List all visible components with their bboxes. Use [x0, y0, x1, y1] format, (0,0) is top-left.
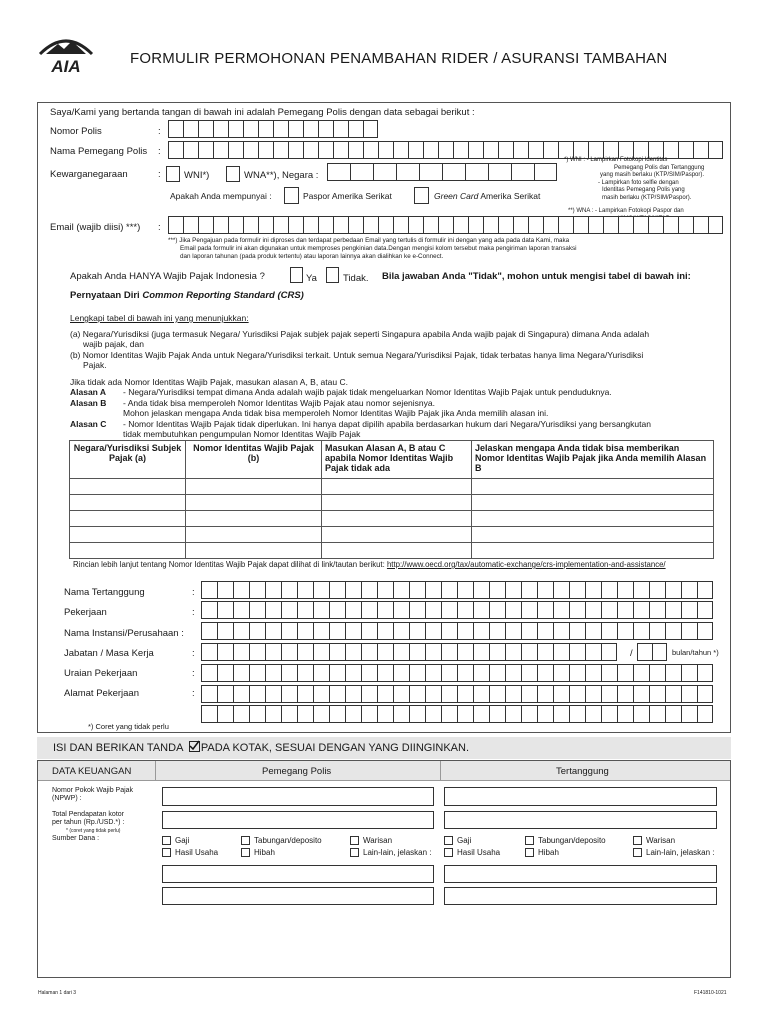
wni-label: WNI*): [184, 170, 210, 181]
uraian-input[interactable]: [201, 664, 719, 682]
negara-input[interactable]: [327, 163, 557, 181]
instansi-input[interactable]: [201, 622, 719, 640]
ya-label: Ya: [306, 273, 317, 284]
nama-tertanggung-input[interactable]: [201, 581, 719, 599]
apakah-label: Apakah Anda mempunyai :: [170, 191, 272, 201]
logo-text: AIA: [51, 57, 81, 76]
tax-question: Apakah Anda HANYA Wajib Pajak Indonesia ?: [70, 271, 265, 282]
pekerjaan-input[interactable]: [201, 601, 719, 619]
coret-finance: * (coret yang tidak perlu): [66, 828, 121, 834]
jabatan-label: Jabatan / Masa Kerja: [64, 648, 154, 659]
option-gaji[interactable]: Gaji: [162, 834, 189, 847]
crs-header-nomor: Nomor Identitas Wajib Pajak (b): [186, 441, 322, 479]
nama-pemegang-label: Nama Pemegang Polis: [50, 146, 148, 157]
side-notes: *) WNI : - Lampirkan Fotokopi Identitas Pemegang Polis dan Tertanggung yang masih berlaku (KTP/SIM/Paspor). - Lampirkan foto selfie dengan Identitas Pemegang Polis yang masih berlaku (KTP/SIM/Paspor).: [564, 157, 705, 201]
wna-checkbox[interactable]: [226, 166, 240, 182]
option-lain-lain[interactable]: Lain-lain, jelaskan :: [350, 846, 431, 859]
jabatan-input[interactable]: [201, 643, 617, 661]
rincian-text: Rincian lebih lanjut tentang Nomor Identitas Wajib Pajak dapat dilihat di link/tautan berikut: http://www.oecd.org/tax/automatic-exchange/crs-implementation-and-assistance/: [73, 560, 666, 569]
oecd-link[interactable]: http://www.oecd.org/tax/automatic-exchange/crs-implementation-and-assistance/: [386, 560, 666, 569]
lain-pemegang-input-2[interactable]: [162, 887, 434, 905]
npwp-tertanggung-input[interactable]: [444, 787, 717, 806]
npwp-label: Nomor Pokok Wajib Pajak (NPWP) :: [52, 787, 134, 802]
lain-pemegang-input-1[interactable]: [162, 865, 434, 883]
table-row[interactable]: [70, 511, 714, 527]
bulan-tahun-label: bulan/tahun *): [672, 648, 719, 657]
nomor-polis-label: Nomor Polis: [50, 126, 102, 137]
pendapatan-pemegang-input[interactable]: [162, 811, 434, 829]
option-lain-lain[interactable]: Lain-lain, jelaskan :: [633, 846, 714, 859]
green-card-checkbox[interactable]: [414, 187, 429, 204]
finance-header: DATA KEUANGAN: [52, 766, 132, 777]
alamat-input-2[interactable]: [201, 705, 719, 723]
coret-note: *) Coret yang tidak perlu: [88, 722, 169, 731]
email-note: ***) Jika Pengajuan pada formulir ini diproses dan terdapat perbedaan Email yang tertulis di formulir ini dengan yang ada pada data Kami, maka Email pada formulir ini akan digunakan untuk memproses pengkinian data.Dengan mengisi kolom tersebut maka pengiriman laporan transaksi dan laporan tahunan (pada produk tertentu) atau laporan lainnya akan dialihkan ke e-Connect.: [168, 237, 577, 260]
aia-logo: [34, 34, 98, 76]
nama-tertanggung-label: Nama Tertanggung: [64, 587, 145, 598]
table-row[interactable]: [70, 495, 714, 511]
colon: :: [158, 146, 161, 157]
nomor-polis-input[interactable]: [168, 120, 378, 138]
colon: :: [192, 648, 195, 659]
slash: /: [630, 648, 633, 659]
finance-header-bar: [38, 761, 730, 781]
tidak-label: Tidak.: [343, 273, 369, 284]
side-notes-wna: **) WNA : - Lampirkan Fotokopi Paspor dan: [568, 208, 684, 214]
lain-tertanggung-input-2[interactable]: [444, 887, 717, 905]
table-row[interactable]: [70, 479, 714, 495]
instansi-label: Nama Instansi/Perusahaan :: [64, 628, 184, 639]
colon: :: [158, 126, 161, 137]
pekerjaan-label: Pekerjaan: [64, 607, 107, 618]
table-row[interactable]: [70, 527, 714, 543]
colon: :: [192, 688, 195, 699]
alamat-input-1[interactable]: [201, 685, 719, 703]
lain-tertanggung-input-1[interactable]: [444, 865, 717, 883]
instruction-banner: ISI DAN BERIKAN TANDA PADA KOTAK, SESUAI DENGAN YANG DIINGINKAN.: [37, 737, 731, 759]
page-number: Halaman 1 dari 3: [38, 990, 77, 996]
paspor-label: Paspor Amerika Serikat: [303, 191, 392, 201]
crs-instructions: Lengkapi tabel di bawah ini yang menunjukkan: (a) Negara/Yurisdiksi (juga termasuk Negara/ Yurisdiksi Pajak subjek pajak seperti Singapura apabila Anda wajib pajak di Singapura) dimana Anda adalah wajib pajak, dan (b) Nomor Identitas Wajib Pajak Anda untuk Negara/Yurisdiksi terkait. Untuk semua Negara/Yurisdiksi Pajak, tidak terbatas hanya lima Negara/Yurisdiksi Pajak. Jika tidak ada Nomor Identitas Wajib Pajak, masukan alasan A, B, atau C. Alasan A - Negara/Yurisdiksi tempat dimana Anda adalah wajib pajak tidak mengeluarkan Nomor Identitas Wajib Pajak untuk penduduknya. Alasan B - Anda tidak bisa memperoleh Nomor Identitas Wajib Pajak atau nomor sejenisnya. Mohon jelaskan mengapa Anda tidak bisa memperoleh Nomor Identitas Wajib Pajak jika Anda memilih alasan ini. Alasan C - Nomor Identitas Wajib Pajak tidak diperlukan. Ini hanya dapat dipilih apabila berdasarkan hukum dari Negara/Yurisdiksi yang bersangkutan tidak membutuhkan pengumpulan Nomor Identitas Wajib Pajak: [70, 313, 651, 439]
option-hasil-usaha[interactable]: Hasil Usaha: [162, 846, 218, 859]
table-row[interactable]: [70, 543, 714, 559]
kewarganegaraan-label: Kewarganegaraan: [50, 169, 128, 180]
alamat-label: Alamat Pekerjaan: [64, 688, 139, 699]
crs-header-negara: Negara/Yurisdiksi Subjek Pajak (a): [70, 441, 186, 479]
crs-header-alasan: Masukan Alasan A, B atau C apabila Nomor Identitas Wajib Pajak tidak ada: [322, 441, 472, 479]
option-hibah[interactable]: Hibah: [525, 846, 559, 859]
option-warisan[interactable]: Warisan: [350, 834, 392, 847]
green-card-label: Green Card Amerika Serikat: [434, 191, 541, 201]
ya-checkbox[interactable]: [290, 267, 303, 283]
npwp-pemegang-input[interactable]: [162, 787, 434, 806]
sumber-label: Sumber Dana :: [52, 835, 100, 842]
intro-text: Saya/Kami yang bertanda tangan di bawah ini adalah Pemegang Polis dengan data sebagai berikut :: [50, 107, 475, 118]
crs-title: Pernyataan Diri Common Reporting Standard (CRS): [70, 290, 304, 301]
tidak-checkbox[interactable]: [326, 267, 339, 283]
col-pemegang: Pemegang Polis: [262, 766, 332, 777]
option-tabungan[interactable]: Tabungan/deposito: [241, 834, 322, 847]
col-tertanggung: Tertanggung: [556, 766, 609, 777]
form-code: F141810-1021: [694, 990, 727, 996]
page-title: FORMULIR PERMOHONAN PENAMBAHAN RIDER / ASURANSI TAMBAHAN: [130, 50, 668, 67]
colon: :: [192, 607, 195, 618]
option-hibah[interactable]: Hibah: [241, 846, 275, 859]
tax-instruction: Bila jawaban Anda "Tidak", mohon untuk mengisi tabel di bawah ini:: [382, 271, 691, 282]
email-input[interactable]: [168, 216, 723, 234]
colon: :: [192, 587, 195, 598]
option-tabungan[interactable]: Tabungan/deposito: [525, 834, 606, 847]
masa-kerja-input[interactable]: [637, 643, 667, 661]
option-gaji[interactable]: Gaji: [444, 834, 471, 847]
wna-label: WNA**), Negara :: [244, 170, 319, 181]
checkmark-icon: [189, 741, 200, 752]
finance-col-divider-1: [155, 761, 156, 781]
colon: :: [192, 668, 195, 679]
email-label: Email (wajib diisi) ***): [50, 222, 141, 233]
uraian-label: Uraian Pekerjaan: [64, 668, 138, 679]
crs-table: [69, 440, 714, 559]
pendapatan-tertanggung-input[interactable]: [444, 811, 717, 829]
finance-col-divider-2: [440, 761, 441, 781]
option-warisan[interactable]: Warisan: [633, 834, 675, 847]
option-hasil-usaha[interactable]: Hasil Usaha: [444, 846, 500, 859]
wni-checkbox[interactable]: [166, 166, 180, 182]
crs-header-jelaskan: Jelaskan mengapa Anda tidak bisa memberikan Nomor Identitas Wajib Pajak jika Anda memilih Alasan B: [472, 441, 714, 479]
colon: :: [158, 169, 161, 180]
colon: :: [158, 222, 161, 233]
pendapatan-label: Total Pendapatan kotor per tahun (Rp./USD.*) :: [52, 811, 125, 826]
paspor-checkbox[interactable]: [284, 187, 299, 204]
